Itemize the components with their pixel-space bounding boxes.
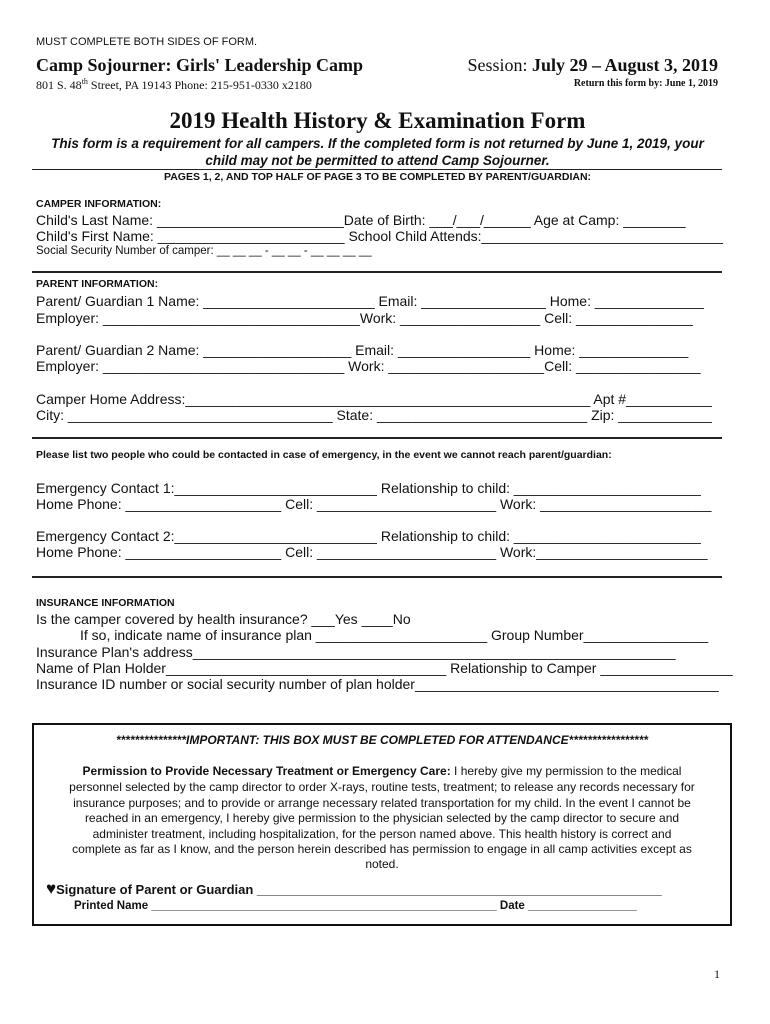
heart-icon: ♥: [46, 879, 57, 898]
printed-name-date-field[interactable]: Printed Name ______________________________________________________ Date _________________: [74, 900, 637, 912]
session-label: Session:: [467, 55, 532, 75]
permission-title: Permission to Provide Necessary Treatment or Emergency Care:: [82, 764, 451, 778]
address-suffix: th: [81, 77, 88, 86]
address-number: 801 S. 48: [36, 78, 82, 92]
insurance-id-field[interactable]: Insurance ID number or social security number of plan holder_______________________________________: [36, 676, 719, 692]
emergency-contact2-phones-field[interactable]: Home Phone: ____________________ Cell: _______________________ Work:______________________: [36, 544, 708, 560]
insurance-address-field[interactable]: Insurance Plan's address______________________________________________________________: [36, 644, 676, 660]
divider: [32, 169, 722, 170]
permission-line-2: personnel selected by the camp director to order X-rays, routine tests, treatment; to release any records necessary for: [69, 780, 695, 794]
parent1-employer-work-cell-field[interactable]: Employer: _________________________________Work: __________________ Cell: _______________: [36, 310, 693, 326]
camp-address: [36, 77, 312, 93]
form-notice: MUST COMPLETE BOTH SIDES OF FORM.: [36, 36, 258, 48]
important-heading: ***************IMPORTANT: THIS BOX MUST BE COMPLETED FOR ATTENDANCE*****************: [115, 733, 649, 747]
return-deadline: Return this form by: June 1, 2019: [573, 78, 718, 89]
camper-info-heading: CAMPER INFORMATION:: [36, 198, 162, 210]
session-dates: July 29 – August 3, 2019: [531, 55, 718, 75]
subtitle-line-1: This form is a requirement for all campers. If the completed form is not returned by June 1, 2019, your: [51, 136, 704, 151]
divider: [32, 271, 722, 273]
pages-note: PAGES 1, 2, AND TOP HALF OF PAGE 3 TO BE COMPLETED BY PARENT/GUARDIAN:: [163, 171, 592, 183]
page-title: 2019 Health History & Examination Form: [169, 108, 586, 133]
emergency-heading: Please list two people who could be contacted in case of emergency, in the event we cannot reach parent/guardian:: [36, 449, 612, 461]
emergency-contact1-phones-field[interactable]: Home Phone: ____________________ Cell: _______________________ Work: ______________________: [36, 496, 712, 512]
permission-line-1: [32, 764, 732, 778]
insurance-covered-field[interactable]: Is the camper covered by health insurance? ___Yes ____No: [36, 611, 411, 627]
camper-first-name-school-field[interactable]: Child's First Name: ________________________ School Child Attends:_______________________________: [36, 228, 723, 244]
permission-line-3: insurance purposes; and to provide or arrange necessary related transportation for my child. In the event I cannot be: [73, 796, 691, 810]
plan-holder-field[interactable]: Name of Plan Holder____________________________________ Relationship to Camper _________________: [36, 660, 733, 676]
camper-ssn-field[interactable]: Social Security Number of camper: __ __ __ - __ __ - __ __ __ __: [36, 245, 372, 257]
insurance-heading: INSURANCE INFORMATION: [36, 597, 175, 609]
divider: [32, 437, 722, 439]
permission-line-7: noted.: [365, 857, 399, 871]
permission-line-5: administer treatment, including hospitalization, for the person named above. This health history is correct and: [92, 827, 672, 841]
city-state-zip-field[interactable]: City: __________________________________ State: ___________________________ Zip: ____________: [36, 407, 712, 423]
session-info: [467, 55, 718, 76]
signature-label: Signature of Parent or Guardian ________________________________________________________: [56, 882, 662, 897]
subtitle-line-2: child may not be permitted to attend Camp Sojourner.: [205, 153, 550, 168]
parent-info-heading: PARENT INFORMATION:: [36, 278, 159, 290]
divider: [32, 576, 722, 578]
page-number: 1: [714, 967, 720, 981]
parent2-name-email-home-field[interactable]: Parent/ Guardian 2 Name: ___________________ Email: _________________ Home: ______________: [36, 342, 689, 358]
signature-field[interactable]: [46, 879, 662, 899]
permission-line-4: reached in an emergency, I hereby give permission to the physician selected by the camp director to secure and: [84, 811, 680, 825]
insurance-plan-group-field[interactable]: If so, indicate name of insurance plan ______________________ Group Number________________: [80, 627, 709, 643]
permission-line-6: complete as far as I know, and the person herein described has permission to engage in all camp activities except as: [72, 842, 692, 856]
camper-name-dob-field[interactable]: Child's Last Name: ________________________Date of Birth: ___/___/______ Age at Camp: ________: [36, 212, 686, 228]
parent1-name-email-home-field[interactable]: Parent/ Guardian 1 Name: ______________________ Email: ________________ Home: ______________: [36, 293, 704, 309]
home-address-field[interactable]: Camper Home Address:____________________________________________________ Apt #___________: [36, 391, 712, 407]
address-rest: Street, PA 19143 Phone: 215-951-0330 x2180: [87, 78, 312, 92]
emergency-contact1-field[interactable]: Emergency Contact 1:__________________________ Relationship to child: ________________________: [36, 480, 701, 496]
permission-text-start: I hereby give my permission to the medical: [450, 764, 682, 778]
emergency-contact2-field[interactable]: Emergency Contact 2:__________________________ Relationship to child: ________________________: [36, 528, 701, 544]
camp-name: Camp Sojourner: Girls' Leadership Camp: [36, 55, 364, 75]
parent2-employer-work-cell-field[interactable]: Employer: _______________________________ Work: ____________________Cell: ________________: [36, 358, 701, 374]
